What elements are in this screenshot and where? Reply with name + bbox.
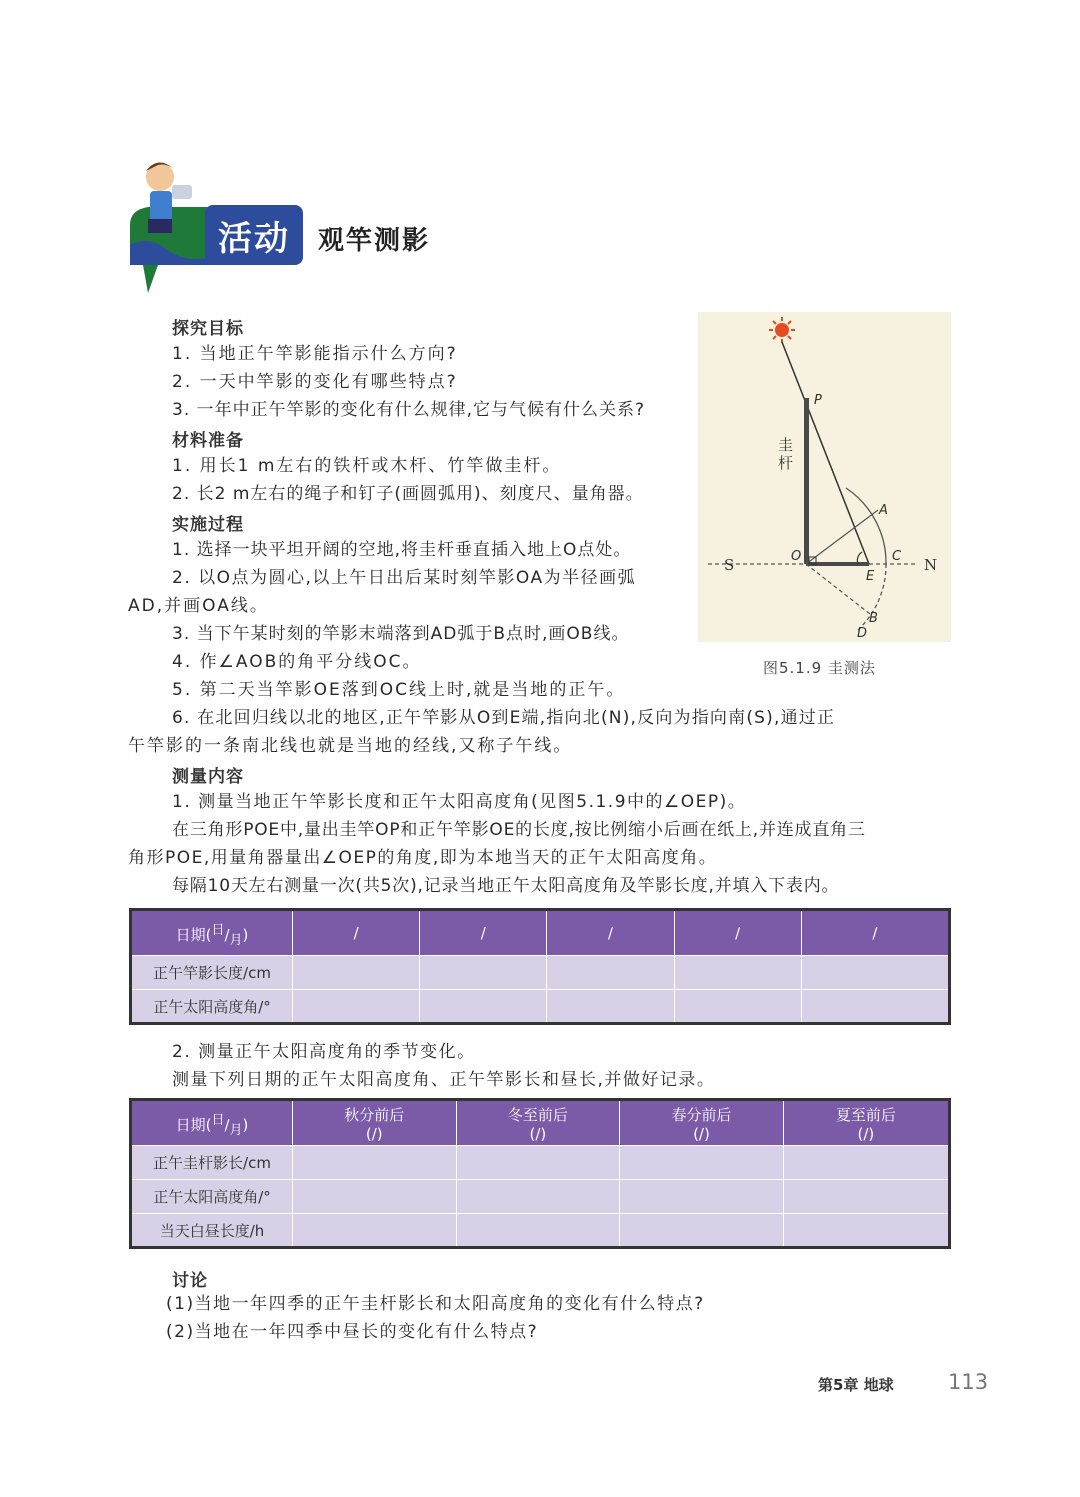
label-s: S bbox=[724, 556, 735, 574]
table-seasonal bbox=[129, 1098, 951, 1249]
process-item: 3. 当下午某时刻的竿影末端落到AD弧于B点时,画OB线。 bbox=[172, 624, 630, 644]
sun-icon bbox=[769, 317, 795, 343]
input-cell[interactable] bbox=[293, 1180, 457, 1214]
process-item: 4. 作∠AOB的角平分线OC。 bbox=[172, 652, 422, 672]
row-label: 正午太阳高度角/° bbox=[131, 990, 293, 1024]
input-cell[interactable] bbox=[456, 1146, 620, 1180]
materials-item: 1. 用长1 m左右的铁杆或木杆、竹竿做圭杆。 bbox=[172, 456, 562, 476]
input-cell[interactable] bbox=[620, 1214, 784, 1248]
table-header-col: / bbox=[674, 910, 801, 956]
table-header-season: 冬至前后 (/) bbox=[456, 1100, 620, 1146]
goal-item: 3. 一年中正午竿影的变化有什么规律,它与气候有什么关系? bbox=[172, 400, 646, 420]
input-cell[interactable] bbox=[620, 1146, 784, 1180]
goal-item: 2. 一天中竿影的变化有哪些特点? bbox=[172, 372, 458, 392]
pole-label: 圭杆 bbox=[778, 436, 794, 472]
process-item: AD,并画OA线。 bbox=[128, 596, 269, 616]
figure-gui-method bbox=[698, 312, 951, 642]
process-item: 午竿影的一条南北线也就是当地的经线,又称子午线。 bbox=[128, 736, 573, 756]
input-cell[interactable] bbox=[293, 956, 420, 990]
input-cell[interactable] bbox=[456, 1214, 620, 1248]
table-row bbox=[131, 1214, 950, 1248]
table-header-col: / bbox=[420, 910, 547, 956]
input-cell[interactable] bbox=[801, 990, 949, 1024]
goal-item: 1. 当地正午竿影能指示什么方向? bbox=[172, 344, 458, 364]
table-header-col: / bbox=[547, 910, 674, 956]
discuss-item: (2)当地在一年四季中昼长的变化有什么特点? bbox=[166, 1322, 539, 1342]
label-a: A bbox=[879, 503, 888, 518]
measure-item: 每隔10天左右测量一次(共5次),记录当地正午太阳高度角及竿影长度,并填入下表内。 bbox=[172, 876, 840, 896]
table-row bbox=[131, 1146, 950, 1180]
footer-chapter: 第5章 地球 bbox=[818, 1376, 894, 1394]
label-e: E bbox=[866, 569, 875, 584]
measure2-item: 测量下列日期的正午太阳高度角、正午竿影长和昼长,并做好记录。 bbox=[172, 1070, 716, 1090]
input-cell[interactable] bbox=[293, 990, 420, 1024]
input-cell[interactable] bbox=[674, 990, 801, 1024]
table-header-col: / bbox=[293, 910, 420, 956]
activity-title: 观竿测影 bbox=[318, 226, 431, 256]
activity-badge: 活动 bbox=[205, 205, 303, 265]
input-cell[interactable] bbox=[547, 956, 674, 990]
row-label: 正午圭杆影长/cm bbox=[131, 1146, 293, 1180]
input-cell[interactable] bbox=[620, 1180, 784, 1214]
input-cell[interactable] bbox=[293, 1214, 457, 1248]
measure2-item: 2. 测量正午太阳高度角的季节变化。 bbox=[172, 1042, 476, 1062]
input-cell[interactable] bbox=[783, 1180, 949, 1214]
label-o: O bbox=[791, 549, 802, 564]
materials-item: 2. 长2 m左右的绳子和钉子(画圆弧用)、刻度尺、量角器。 bbox=[172, 484, 644, 504]
table-row bbox=[131, 956, 950, 990]
input-cell[interactable] bbox=[674, 956, 801, 990]
input-cell[interactable] bbox=[456, 1180, 620, 1214]
label-b: B bbox=[869, 611, 878, 626]
goal-heading: 探究目标 bbox=[172, 319, 244, 339]
process-item: 5. 第二天当竿影OE落到OC线上时,就是当地的正午。 bbox=[172, 680, 626, 700]
input-cell[interactable] bbox=[420, 990, 547, 1024]
table-header-date: 日期$(^日/_月)$ bbox=[131, 1100, 293, 1146]
discuss-item: (1)当地一年四季的正午圭杆影长和太阳高度角的变化有什么特点? bbox=[166, 1294, 705, 1314]
label-n: N bbox=[924, 556, 938, 574]
measure-heading: 测量内容 bbox=[172, 767, 244, 787]
table-header-date: 日期$(^日/_月)$ bbox=[131, 910, 293, 956]
process-item: 1. 选择一块平坦开阔的空地,将圭杆垂直插入地上O点处。 bbox=[172, 540, 632, 560]
measure-item: 在三角形POE中,量出圭竿OP和正午竿影OE的长度,按比例缩小后画在纸上,并连成直角三 bbox=[172, 820, 866, 840]
materials-heading: 材料准备 bbox=[172, 431, 244, 451]
row-label: 当天白昼长度/h bbox=[131, 1214, 293, 1248]
row-label: 正午太阳高度角/° bbox=[131, 1180, 293, 1214]
process-heading: 实施过程 bbox=[172, 515, 244, 535]
input-cell[interactable] bbox=[801, 956, 949, 990]
table-header-season: 夏至前后 (/) bbox=[783, 1100, 949, 1146]
input-cell[interactable] bbox=[293, 1146, 457, 1180]
measure-item: 1. 测量当地正午竿影长度和正午太阳高度角(见图5.1.9中的∠OEP)。 bbox=[172, 792, 747, 812]
input-cell[interactable] bbox=[783, 1146, 949, 1180]
process-item: 2. 以O点为圆心,以上午日出后某时刻竿影OA为半径画弧 bbox=[172, 568, 637, 588]
table-row bbox=[131, 990, 950, 1024]
input-cell[interactable] bbox=[420, 956, 547, 990]
table-header-season: 秋分前后 (/) bbox=[293, 1100, 457, 1146]
measure-item: 角形POE,用量角器量出∠OEP的角度,即为本地当天的正午太阳高度角。 bbox=[128, 848, 718, 868]
input-cell[interactable] bbox=[547, 990, 674, 1024]
label-d: D bbox=[857, 626, 868, 641]
label-p: P bbox=[814, 393, 822, 408]
row-label: 正午竿影长度/cm bbox=[131, 956, 293, 990]
figure-caption: 图5.1.9 圭测法 bbox=[763, 659, 876, 677]
input-cell[interactable] bbox=[783, 1214, 949, 1248]
table-row bbox=[131, 1180, 950, 1214]
page-number: 113 bbox=[948, 1370, 989, 1394]
table-header-season: 春分前后 (/) bbox=[620, 1100, 784, 1146]
table-noon-shadow bbox=[129, 908, 951, 1025]
table-header-col: / bbox=[801, 910, 949, 956]
process-item: 6. 在北回归线以北的地区,正午竿影从O到E端,指向北(N),反向为指向南(S),通过正 bbox=[172, 708, 836, 728]
discuss-heading: 讨论 bbox=[172, 1271, 208, 1291]
label-c: C bbox=[892, 549, 902, 564]
